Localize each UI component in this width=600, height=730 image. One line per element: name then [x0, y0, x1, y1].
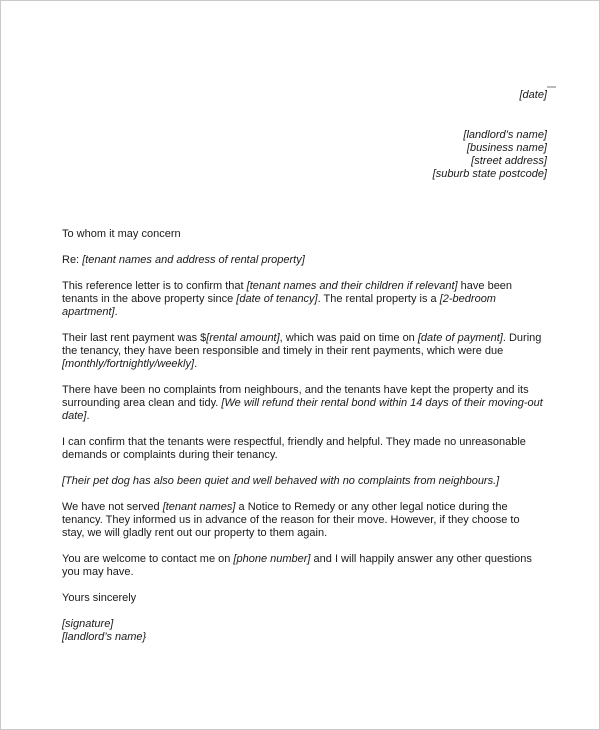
- text-run: have been: [457, 280, 513, 292]
- text-run: apartment]: [62, 306, 115, 318]
- text-line: [62, 358, 547, 371]
- text-line: [62, 254, 547, 267]
- text-line: [62, 618, 547, 631]
- letter-content: [62, 89, 547, 657]
- paragraph: [62, 332, 547, 371]
- text-line: [62, 384, 547, 397]
- paragraph: [62, 280, 547, 319]
- text-run: [landlord’s name}: [62, 631, 147, 643]
- text-run: [tenant names]: [162, 501, 236, 513]
- text-line: [62, 280, 547, 293]
- text-line: [62, 553, 547, 566]
- date-line: [date]: [519, 89, 547, 101]
- text-run: and I will happily answer any other questions: [310, 553, 532, 565]
- text-run: There have been no complaints from neighbours, and the tenants have kept the property and its: [62, 384, 529, 396]
- text-run: To whom it may concern: [62, 228, 181, 240]
- address-line: [landlord’s name]: [463, 129, 547, 141]
- text-run: tenants in the above property since: [62, 293, 237, 305]
- paragraph: [62, 436, 547, 462]
- text-line: [62, 449, 547, 462]
- text-run: .: [114, 306, 118, 318]
- text-run: [monthly/fortnightly/weekly]: [62, 358, 195, 370]
- text-line: [62, 306, 547, 319]
- address-line: [business name]: [466, 142, 547, 154]
- text-run: , which was paid on time on: [279, 332, 418, 344]
- text-line: [62, 345, 547, 358]
- paragraph: [62, 592, 547, 605]
- text-run: a Notice to Remedy or any other legal notice during the: [235, 501, 508, 513]
- text-run: [Their pet dog has also been quiet and well behaved with no complaints from neighbours.]: [62, 475, 500, 487]
- address-line: [suburb state postcode]: [432, 168, 547, 180]
- text-run: .: [86, 410, 90, 422]
- text-run: demands or complaints during their tenancy.: [62, 449, 278, 461]
- text-run: the tenancy, they have been responsible and timely in their rent payments, which were due: [62, 345, 504, 357]
- stray-mark: [547, 86, 556, 88]
- text-run: [signature]: [62, 618, 114, 630]
- text-run: .: [194, 358, 198, 370]
- text-run: This reference letter is to confirm that: [62, 280, 247, 292]
- text-run: [date of payment]: [417, 332, 503, 344]
- text-line: [62, 592, 547, 605]
- text-line: [62, 293, 547, 306]
- text-run: . The rental property is a: [317, 293, 440, 305]
- text-run: Re:: [62, 254, 83, 266]
- text-line: [62, 514, 547, 527]
- address-block: [62, 129, 547, 181]
- text-run: [tenant names and address of rental property]: [82, 254, 305, 266]
- text-line: [62, 631, 547, 644]
- text-run: We have not served: [62, 501, 163, 513]
- text-line: [62, 527, 547, 540]
- letter-body: [62, 228, 547, 644]
- text-line: [62, 410, 547, 423]
- text-run: Yours sincerely: [62, 592, 137, 604]
- text-run: [date of tenancy]: [236, 293, 318, 305]
- text-run: surrounding area clean and tidy.: [62, 397, 222, 409]
- address-line: [street address]: [471, 155, 547, 167]
- paragraph: [62, 254, 547, 267]
- text-line: [62, 228, 547, 241]
- text-run: stay, we will gladly rent out our property to them again.: [62, 527, 328, 539]
- text-line: [62, 475, 547, 488]
- paragraph: [62, 501, 547, 540]
- text-run: [rental amount]: [206, 332, 280, 344]
- paragraph: [62, 228, 547, 241]
- text-line: [62, 566, 547, 579]
- text-run: [phone number]: [233, 553, 311, 565]
- paragraph: [62, 553, 547, 579]
- paragraph: [62, 384, 547, 423]
- text-run: [We will refund their rental bond within 14 days of their moving-out: [221, 397, 543, 409]
- text-line: [62, 501, 547, 514]
- text-run: [tenant names and their children if relevant]: [246, 280, 458, 292]
- text-run: [2-bedroom: [439, 293, 496, 305]
- text-run: you may have.: [62, 566, 134, 578]
- text-run: You are welcome to contact me on: [62, 553, 234, 565]
- text-line: [62, 397, 547, 410]
- text-run: I can confirm that the tenants were respectful, friendly and helpful. They made no unreasonable: [62, 436, 526, 448]
- text-run: date]: [62, 410, 87, 422]
- text-line: [62, 436, 547, 449]
- text-run: . During: [502, 332, 542, 344]
- text-run: Their last rent payment was $: [62, 332, 207, 344]
- text-line: [62, 332, 547, 345]
- text-run: tenancy. They informed us in advance of the reason for their move. However, if they choose to: [62, 514, 520, 526]
- paragraph: [62, 618, 547, 644]
- paragraph: [62, 475, 547, 488]
